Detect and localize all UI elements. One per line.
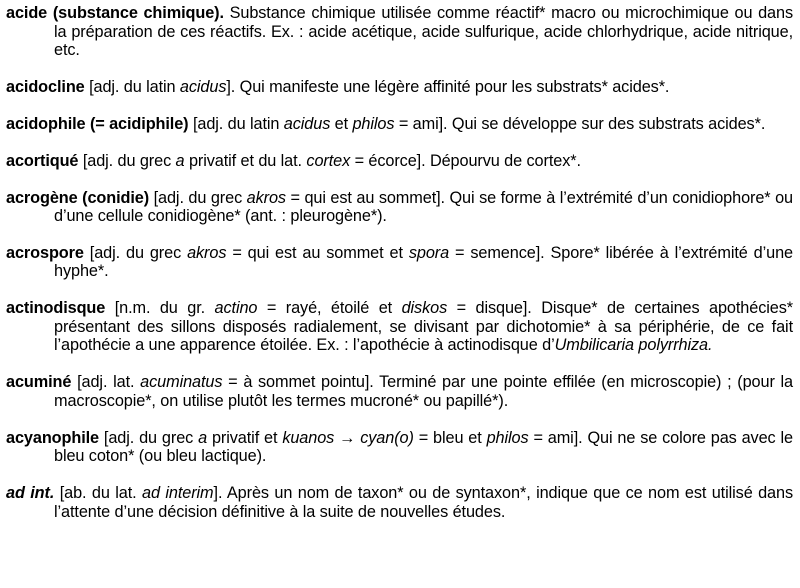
entry-definition-text: [adj. du latin [84, 77, 180, 96]
entry-headword: acyanophile [6, 428, 100, 447]
entry-definition-text: = qui est au sommet et [226, 243, 409, 262]
entry-definition-text: privatif et du lat. [184, 151, 307, 170]
entry-definition-text: et [330, 114, 353, 133]
entry-definition-text: Substance chimique utilisée comme réactif* macro ou microchimique ou dans la préparation de ces réactifs. Ex. : acide acétique, acide sulfurique, acide chlorhydrique, acide nitrique, etc. [54, 4, 793, 59]
entry-definition-text: = qui est au sommet]. Qui se forme à l’extrémité d’un conidiophore* ou d’une cellule conidiogène* (ant. : pleurogène*). [54, 188, 793, 226]
glossary-entry [6, 115, 793, 134]
entry-italic-term: a [198, 428, 208, 447]
entry-definition-text: [adj. du grec [149, 188, 247, 207]
glossary-entry [6, 189, 793, 226]
entry-headword: acidophile (= acidiphile) [6, 114, 189, 133]
entry-headword: acortiqué [6, 151, 79, 170]
glossary-entry [6, 429, 793, 466]
entry-italic-term: spora [408, 243, 450, 262]
entry-italic-term: kuanos → cyan(o) [282, 428, 414, 447]
entry-definition-text: ]. Qui manifeste une légère affinité pour les substrats* acides*. [226, 77, 670, 96]
entry-italic-term: ad interim [142, 484, 214, 503]
entry-italic-term: akros [187, 243, 227, 262]
entry-italic-term: philos [486, 428, 529, 447]
entry-headword: acide (substance chimique). [6, 4, 224, 22]
glossary-entry [6, 244, 793, 281]
entry-headword: acrospore [6, 243, 84, 262]
entry-headword: actinodisque [6, 299, 106, 318]
entry-definition-text: = bleu et [413, 428, 487, 447]
entry-definition-text: [adj. du grec [78, 151, 176, 170]
entry-definition-text: = écorce]. Dépourvu de cortex*. [350, 151, 581, 170]
glossary-entry [6, 484, 793, 521]
entry-definition-text: [adj. du grec [99, 428, 199, 447]
entry-headword: ad int. [6, 484, 55, 503]
entry-italic-term: actino [214, 299, 258, 318]
entry-headword: acuminé [6, 373, 72, 392]
glossary-page [6, 4, 793, 521]
entry-definition-text: privatif et [207, 428, 283, 447]
glossary-entry [6, 373, 793, 410]
entry-definition-text: [adj. lat. [71, 373, 141, 392]
glossary-entry [6, 299, 793, 355]
entry-definition-text: = ami]. Qui se développe sur des substrats acides*. [394, 114, 766, 133]
entry-definition-text: [n.m. du gr. [105, 299, 215, 318]
entry-italic-term: a [175, 151, 185, 170]
entry-definition-text: = rayé, étoilé et [257, 299, 402, 318]
entry-definition-text: [adj. du latin [188, 114, 284, 133]
entry-definition-text: = semence]. Spore* libérée à l’extrémité d’une hyphe*. [54, 243, 794, 281]
entry-italic-term: acidus [179, 77, 227, 96]
entry-definition-text: [adj. du grec [83, 243, 188, 262]
glossary-entry [6, 4, 793, 60]
entry-italic-term: acidus [283, 114, 331, 133]
entry-italic-term: cortex [306, 151, 351, 170]
entry-italic-term: akros [246, 188, 286, 207]
entry-italic-term: Umbilicaria polyrrhiza. [554, 336, 713, 355]
entry-italic-term: acuminatus [140, 373, 223, 392]
entry-definition-text: = ami]. Qui ne se colore pas avec le bleu coton* (ou bleu lactique). [54, 428, 793, 466]
entry-definition-text: [ab. du lat. [54, 484, 143, 503]
entry-headword: acidocline [6, 77, 85, 96]
entry-definition-text: ]. Après un nom de taxon* ou de syntaxon*, indique que ce nom est utilisé dans l’attente d’une décision définitive à la suite de nouvelles études. [54, 484, 793, 521]
entry-definition-text: = disque]. Disque* de certaines apothécies* présentant des sillons disposés radialement, se divisant par dichotomie* à sa périphérie, de ce fait l’apothécie a une apparence étoilée. Ex. : l’apothécie à actinodisque d’ [54, 299, 794, 355]
entry-headword: acrogène (conidie) [6, 188, 150, 207]
glossary-entry [6, 152, 793, 171]
entry-italic-term: philos [352, 114, 395, 133]
glossary-entry [6, 78, 793, 97]
entry-definition-text: = à sommet pointu]. Terminé par une pointe effilée (en microscopie) ; (pour la macroscopie*, on utilise plutôt les termes mucroné* ou papillé*). [54, 373, 793, 410]
entry-italic-term: diskos [401, 299, 448, 318]
